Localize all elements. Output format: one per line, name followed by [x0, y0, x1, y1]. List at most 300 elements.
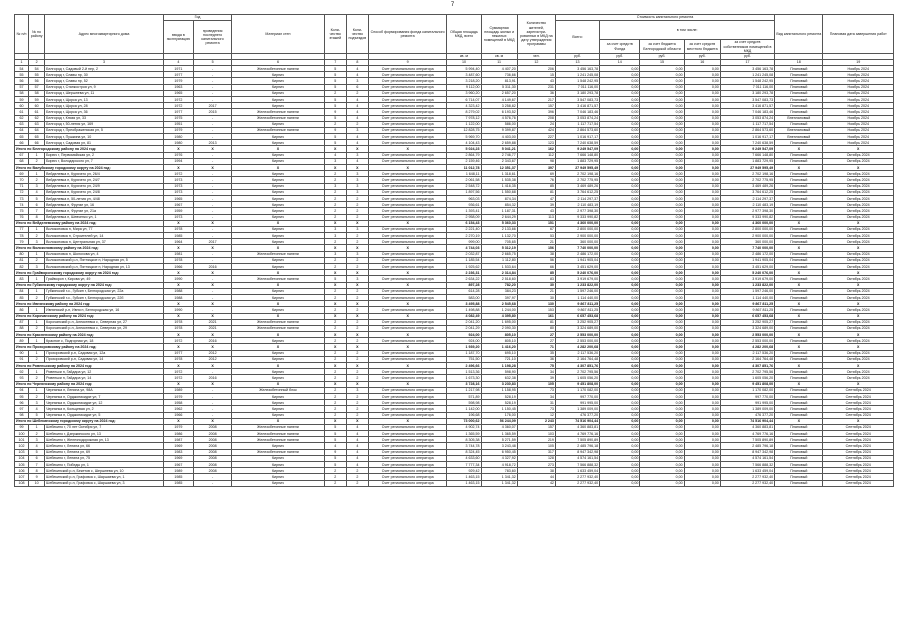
col-number-cell-16: 16 — [684, 60, 720, 66]
table-cell: 2 — [324, 350, 346, 356]
table-cell: Октябрь 2024 — [823, 208, 894, 214]
table-cell: Кирпич — [232, 121, 325, 127]
table-cell: 7 011 116,00 — [555, 84, 599, 90]
subtotal-cell: X — [775, 332, 823, 338]
table-cell: 5 — [324, 424, 346, 430]
table-cell: Счет регионального оператора — [368, 400, 446, 406]
table-cell: 9 112,00 — [447, 84, 481, 90]
table-cell: 4 — [346, 431, 368, 437]
table-cell: 1 365,59 — [481, 431, 517, 437]
table-cell: 3 — [346, 127, 368, 133]
table-cell: 7 777,34 — [447, 462, 481, 468]
table-cell: 0,00 — [640, 307, 684, 313]
table-cell: Ноябрь 2024 — [823, 109, 894, 115]
table-cell: 231 — [517, 84, 555, 90]
table-cell: Кирпич — [232, 189, 325, 195]
subtotal-cell: 0,00 — [600, 282, 640, 288]
table-cell: 1985 — [163, 480, 193, 486]
table-cell: Ивнянский р-н, Ивня п, Белгородская ул, 16 — [45, 307, 164, 313]
table-cell: - — [193, 233, 231, 239]
table-cell: 598,90 — [481, 369, 517, 375]
table-cell: 2 900 000,00 — [720, 233, 774, 239]
table-cell: 2 164 764,48 — [555, 356, 599, 362]
table-cell: 0,00 — [684, 325, 720, 331]
table-cell: Октябрь 2024 — [823, 338, 894, 344]
subtotal-cell: X — [324, 344, 346, 350]
table-cell: 0,00 — [600, 257, 640, 263]
table-cell: - — [193, 294, 231, 300]
table-cell: Плановый — [775, 189, 823, 195]
table-cell: 1 — [29, 152, 45, 158]
table-cell: 0,00 — [684, 338, 720, 344]
table-cell: 598,98 — [447, 400, 481, 406]
table-cell: Счет регионального оператора — [368, 202, 446, 208]
subtotal-cell: X — [346, 332, 368, 338]
table-cell: 31 — [517, 400, 555, 406]
table-cell: Октябрь 2024 — [823, 257, 894, 263]
subtotal-cell: 5 041,21 — [481, 146, 517, 152]
col-number-cell-15: 15 — [640, 60, 684, 66]
table-cell: 0,00 — [640, 127, 684, 133]
table-cell: 0,00 — [684, 449, 720, 455]
table-cell: - — [193, 121, 231, 127]
table-cell: 1 114 440,00 — [720, 294, 774, 300]
unit-cell-17: руб. — [720, 54, 774, 60]
table-cell: 113 — [517, 214, 555, 220]
table-cell: Чернянка п, Ленина ул, 98А — [45, 387, 164, 393]
table-cell: 4 — [346, 109, 368, 115]
table-cell: Плановый — [775, 183, 823, 189]
table-cell: 8 947 342,98 — [555, 449, 599, 455]
table-cell: 2 — [324, 288, 346, 294]
table-cell: 0,00 — [600, 264, 640, 270]
table-cell: 2 — [324, 214, 346, 220]
header-num: № п/п — [15, 15, 29, 54]
table-cell: 4 769 776,16 — [720, 431, 774, 437]
table-cell: 0,00 — [684, 214, 720, 220]
table-cell: 2 800 000,00 — [720, 226, 774, 232]
table-cell: Железобетонные панели — [232, 251, 325, 257]
table-cell: Белгород г, Щорса ул, 13 — [45, 96, 164, 102]
table-cell: 108 — [15, 480, 29, 486]
table-cell: 0,00 — [640, 183, 684, 189]
table-cell: Октябрь 2024 — [823, 294, 894, 300]
subtotal-cell: 2 545,68 — [481, 301, 517, 307]
table-cell: 5 — [324, 431, 346, 437]
table-cell: 67 — [15, 152, 29, 158]
table-cell: 1 132,70 — [481, 233, 517, 239]
table-cell: 64 — [15, 127, 29, 133]
table-cell: Корочанский р-н, Алексеевка с, Северная ул, 29 — [45, 325, 164, 331]
table-cell: Кирпич — [232, 307, 325, 313]
table-cell: Кирпич — [232, 393, 325, 399]
table-cell: 2 277 932,40 — [720, 480, 774, 486]
table-cell: 0,00 — [600, 468, 640, 474]
subtotal-cell: 1 233 822,00 — [555, 282, 599, 288]
subtotal-cell: 0,00 — [600, 301, 640, 307]
table-cell: 2 — [324, 400, 346, 406]
table-cell: 1977 — [163, 72, 193, 78]
table-cell: Ноябрь 2024 — [823, 115, 894, 121]
table-cell: 2012 — [193, 356, 231, 362]
table-cell: 7 505 890,89 — [720, 437, 774, 443]
subtotal-cell: X — [368, 245, 446, 251]
table-cell: Ноябрь 2024 — [823, 90, 894, 96]
table-cell: 64 — [29, 127, 45, 133]
subtotal-cell: X — [193, 146, 231, 152]
table-cell: 1 550,68 — [481, 189, 517, 195]
table-cell: 1 — [29, 251, 45, 257]
table-cell: 112 — [517, 152, 555, 158]
subtotal-cell: 0,00 — [640, 313, 684, 319]
table-cell: 2 702 198,16 — [720, 171, 774, 177]
subtotal-cell: X — [775, 146, 823, 152]
table-cell: Плановый — [775, 474, 823, 480]
table-cell: 3 053 874,24 — [555, 115, 599, 121]
table-cell: 0,00 — [600, 375, 640, 381]
table-cell: 3 547 083,73 — [720, 96, 774, 102]
table-cell: 82 — [15, 264, 29, 270]
table-cell: 3 547 083,73 — [555, 96, 599, 102]
table-cell: Белгород г, Щорса ул, 28 — [45, 103, 164, 109]
subtotal-cell: 74 516 904,44 — [555, 418, 599, 424]
table-cell: 2 032,87 — [447, 251, 481, 257]
unit-cell-14: руб. — [600, 54, 640, 60]
table-cell: Кирпич — [232, 257, 325, 263]
table-cell: 2 090,30 — [481, 325, 517, 331]
table-cell: Кирпич — [232, 239, 325, 245]
table-cell: 96 — [15, 400, 29, 406]
subtotal-cell: 0,00 — [640, 363, 684, 369]
table-cell: 2 — [346, 294, 368, 300]
subtotal-cell: 5 360,33 — [481, 220, 517, 226]
table-cell: 0,00 — [640, 264, 684, 270]
subtotal-cell: 7 740 000,00 — [720, 245, 774, 251]
subtotal-cell: 0,00 — [684, 344, 720, 350]
subtotal-cell: X — [346, 282, 368, 288]
table-cell: Плановый — [775, 412, 823, 418]
table-cell: 3 252 905,27 — [720, 319, 774, 325]
table-cell: 3 053 874,24 — [720, 115, 774, 121]
table-cell: Сентябрь 2024 — [823, 474, 894, 480]
table-cell: 2 — [29, 233, 45, 239]
subtotal-cell: 0,00 — [640, 282, 684, 288]
table-cell: 0,00 — [600, 412, 640, 418]
table-cell: 0,00 — [640, 177, 684, 183]
table-cell: Плановый — [775, 449, 823, 455]
table-cell: Счет регионального оператора — [368, 449, 446, 455]
table-cell: 39 — [517, 375, 555, 381]
table-cell: 2 958,09 — [447, 214, 481, 220]
table-cell: 21 — [517, 288, 555, 294]
header-cost-owners: за счет средств собственников помещений в МКД — [720, 40, 774, 54]
table-cell: 0,00 — [640, 424, 684, 430]
table-cell: 2 270,19 — [447, 233, 481, 239]
table-cell: 0,00 — [640, 171, 684, 177]
table-cell: - — [193, 288, 231, 294]
table-cell: 1951 — [163, 121, 193, 127]
subtotal-cell: 161 — [517, 313, 555, 319]
table-cell: 424 — [517, 127, 555, 133]
table-cell: 2 — [346, 412, 368, 418]
table-cell: 1 605 056,20 — [720, 375, 774, 381]
table-cell: 2 — [324, 480, 346, 486]
table-cell: 0,00 — [684, 66, 720, 72]
table-cell: 3 — [346, 387, 368, 393]
subtotal-cell: 7 740 000,00 — [555, 245, 599, 251]
table-cell: Кирпич — [232, 208, 325, 214]
table-cell: 90 — [15, 350, 29, 356]
table-cell: - — [193, 214, 231, 220]
subtotal-cell: 0,00 — [600, 418, 640, 424]
table-cell: 2 — [324, 369, 346, 375]
subtotal-cell: 6 657 453,68 — [720, 313, 774, 319]
subtotal-cell: X — [193, 301, 231, 307]
table-cell: 3 451 629,00 — [720, 264, 774, 270]
table-cell: 5 271,59 — [481, 437, 517, 443]
table-cell: 0,00 — [640, 387, 684, 393]
subtotal-cell: 27 949 595,49 — [555, 165, 599, 171]
table-cell: Октябрь 2024 — [823, 202, 894, 208]
table-cell: 0,00 — [640, 214, 684, 220]
subtotal-cell: 6 154,43 — [447, 220, 481, 226]
table-cell: 1 897,56 — [447, 189, 481, 195]
table-cell: 0,00 — [684, 412, 720, 418]
table-cell: Бирюч г, Первомайская ул, 2 — [45, 152, 164, 158]
table-cell: 73 — [517, 406, 555, 412]
table-cell: 2 518,60 — [481, 276, 517, 282]
table-cell: Белгород г, Станкостроя ул, 9 — [45, 84, 164, 90]
table-cell: Вейделевка п, Курячего ул, 24/9 — [45, 183, 164, 189]
table-cell: 1980 — [163, 140, 193, 146]
subtotal-cell: X — [324, 146, 346, 152]
table-cell: 2 702 198,16 — [555, 171, 599, 177]
table-cell: 10 — [29, 480, 45, 486]
table-cell: 0,00 — [684, 226, 720, 232]
table-cell: Вейделевка п, 50-летия ул, 4/48 — [45, 195, 164, 201]
table-cell: 2 — [324, 338, 346, 344]
table-cell: Кирпич — [232, 412, 325, 418]
table-cell: 1987 — [163, 437, 193, 443]
table-cell: 0,00 — [640, 350, 684, 356]
table-cell: 0,00 — [600, 214, 640, 220]
table-cell: 273 — [517, 462, 555, 468]
table-cell: Кирпич — [232, 171, 325, 177]
subtotal-cell: 397 — [517, 165, 555, 171]
table-cell: 6 193,52 — [481, 109, 517, 115]
table-cell: 2 553 000,00 — [555, 338, 599, 344]
table-cell: Шебекино г, Победы ул, 1 — [45, 462, 164, 468]
table-cell: 929,42 — [447, 468, 481, 474]
table-cell: Октябрь 2024 — [823, 251, 894, 257]
table-cell: 0,00 — [640, 158, 684, 164]
table-cell: 4 — [346, 424, 368, 430]
table-cell: 0,00 — [640, 437, 684, 443]
table-cell: 3 258,82 — [481, 103, 517, 109]
table-cell: 2 864 573,60 — [555, 127, 599, 133]
table-cell: Белгород г, Преображенская ул, 5 — [45, 127, 164, 133]
table-cell: 0,00 — [640, 276, 684, 282]
table-cell: 9 333 990,82 — [555, 214, 599, 220]
subtotal-cell: 0,00 — [684, 146, 720, 152]
table-cell: 1 941 905,04 — [720, 257, 774, 263]
table-cell: Плановый — [775, 307, 823, 313]
table-cell: Кирпич — [232, 78, 325, 84]
table-cell: 0,00 — [684, 319, 720, 325]
table-cell: 0,00 — [600, 84, 640, 90]
table-cell: 0,00 — [600, 325, 640, 331]
table-cell: - — [193, 78, 231, 84]
table-cell: 57 — [15, 84, 29, 90]
table-cell: 6 950,45 — [481, 449, 517, 455]
table-cell: 0,00 — [600, 195, 640, 201]
table-cell: Счет регионального оператора — [368, 233, 446, 239]
table-cell: 2 900 000,00 — [555, 233, 599, 239]
table-cell: 2 — [346, 325, 368, 331]
table-cell: 2 — [324, 325, 346, 331]
table-cell: 2 — [346, 233, 368, 239]
subtotal-cell: X — [232, 381, 325, 387]
table-cell: 2008 — [193, 437, 231, 443]
table-cell: 6 — [29, 455, 45, 461]
table-cell: - — [193, 387, 231, 393]
table-cell: Прохоровский р-н, Садовая ул, 12а — [45, 350, 164, 356]
table-cell: 0,00 — [640, 121, 684, 127]
table-cell: 0,00 — [684, 276, 720, 282]
table-cell: 5 — [324, 437, 346, 443]
table-cell: 2 117 536,20 — [720, 350, 774, 356]
table-cell: Счет регионального оператора — [368, 369, 446, 375]
table-cell: 71 — [15, 183, 29, 189]
table-cell: 0,00 — [640, 462, 684, 468]
table-cell: Счет регионального оператора — [368, 189, 446, 195]
table-cell: 4 — [346, 72, 368, 78]
table-cell: Ровеньки п, Гайдара ул, 12 — [45, 369, 164, 375]
table-cell: 81 — [15, 257, 29, 263]
table-cell: 0,00 — [684, 431, 720, 437]
table-cell: Октябрь 2024 — [823, 264, 894, 270]
table-cell: - — [193, 189, 231, 195]
table-cell: 2 485 796,18 — [555, 443, 599, 449]
subtotal-cell: 56 244,09 — [481, 418, 517, 424]
subtotal-cell: X — [232, 146, 325, 152]
table-cell: 27 — [517, 338, 555, 344]
table-cell: - — [193, 251, 231, 257]
table-cell: 60 — [15, 103, 29, 109]
table-cell: Сентябрь 2024 — [823, 443, 894, 449]
subtotal-cell: X — [232, 344, 325, 350]
table-cell: 227 — [517, 134, 555, 140]
table-cell: Плановый — [775, 350, 823, 356]
table-cell: 0,00 — [684, 424, 720, 430]
table-cell: - — [193, 96, 231, 102]
col-number-cell-5: 5 — [193, 60, 231, 66]
table-cell: Кирпич — [232, 480, 325, 486]
table-cell: 1 241 245,08 — [720, 72, 774, 78]
table-cell: 2021 — [193, 325, 231, 331]
table-cell: Счет регионального оператора — [368, 393, 446, 399]
table-cell: Кирпич — [232, 356, 325, 362]
table-cell: 3 919 679,00 — [720, 276, 774, 282]
table-cell: 2 665,75 — [481, 251, 517, 257]
subtotal-cell: 0,00 — [684, 245, 720, 251]
table-cell: 2 159,46 — [447, 158, 481, 164]
table-cell: 0,00 — [640, 233, 684, 239]
table-cell: Сентябрь 2024 — [823, 480, 894, 486]
table-cell: 1964 — [163, 239, 193, 245]
table-cell: 3 — [324, 233, 346, 239]
table-cell: 0,00 — [684, 480, 720, 486]
table-body — [15, 66, 894, 487]
table-cell: 0,00 — [684, 251, 720, 257]
table-cell: 2 — [324, 208, 346, 214]
subtotal-cell: 2 553 000,00 — [720, 332, 774, 338]
subtotal-cell: X — [346, 165, 368, 171]
subtotal-cell: X — [346, 363, 368, 369]
table-cell: 0,00 — [640, 115, 684, 121]
table-cell: 43 — [517, 208, 555, 214]
table-cell: Вейделевка п, Шевченко ул, 1 — [45, 214, 164, 220]
table-cell: 1 597 246,00 — [720, 288, 774, 294]
table-cell: 1 597 246,00 — [555, 288, 599, 294]
table-cell: Красное с, Подгорная ул, 18 — [45, 338, 164, 344]
table-cell: Ноябрь 2024 — [823, 72, 894, 78]
table-cell: Ноябрь 2024 — [823, 96, 894, 102]
table-cell: Кирпич — [232, 294, 325, 300]
table-cell: Октябрь 2024 — [823, 350, 894, 356]
table-cell: - — [193, 208, 231, 214]
table-cell: 74 — [15, 202, 29, 208]
table-cell: 1 318,61 — [481, 171, 517, 177]
subtotal-cell: 1 198,28 — [481, 363, 517, 369]
col-number-cell-17: 17 — [720, 60, 774, 66]
table-cell: 2 — [324, 171, 346, 177]
table-cell: Белгород г, 50-летия ул, 169 — [45, 121, 164, 127]
table-cell: 2 — [324, 356, 346, 362]
table-cell: 2 — [324, 202, 346, 208]
table-cell: Счет регионального оператора — [368, 294, 446, 300]
table-cell: 2 — [346, 375, 368, 381]
table-cell: 2 — [346, 202, 368, 208]
table-cell: 2 — [346, 356, 368, 362]
subtotal-label: Итого по Валуйскому городскому округу на 2024 год: — [15, 165, 164, 171]
table-cell: 4 — [346, 66, 368, 72]
table-cell: Волоконовка п, Мира ул, 77 — [45, 226, 164, 232]
table-cell: 219 — [517, 437, 555, 443]
subtotal-cell: X — [775, 282, 823, 288]
table-cell: 0,00 — [684, 103, 720, 109]
table-cell: 0,00 — [600, 183, 640, 189]
table-cell: - — [193, 393, 231, 399]
table-cell: 7 978,12 — [447, 115, 481, 121]
table-cell: 2 — [29, 431, 45, 437]
table-cell: 2008 — [193, 424, 231, 430]
table-cell: 4 — [346, 443, 368, 449]
table-cell: 0,00 — [640, 103, 684, 109]
header-district-num: № по району — [29, 15, 45, 54]
table-cell: Шебекино г, Дзержинского ул, 13 — [45, 431, 164, 437]
table-cell: 1 — [29, 276, 45, 282]
subtotal-cell: X — [163, 313, 193, 319]
table-cell: 7 566 888,32 — [555, 462, 599, 468]
table-cell: 2 — [324, 412, 346, 418]
table-cell: 2 — [346, 338, 368, 344]
subtotal-cell: 2 243 — [517, 418, 555, 424]
table-cell: Волоконовский р-н, Пятницкое п, Народная ул, 5 — [45, 257, 164, 263]
subtotal-cell: X — [193, 332, 231, 338]
table-cell: 586,00 — [481, 121, 517, 127]
table-cell: 783,60 — [481, 468, 517, 474]
